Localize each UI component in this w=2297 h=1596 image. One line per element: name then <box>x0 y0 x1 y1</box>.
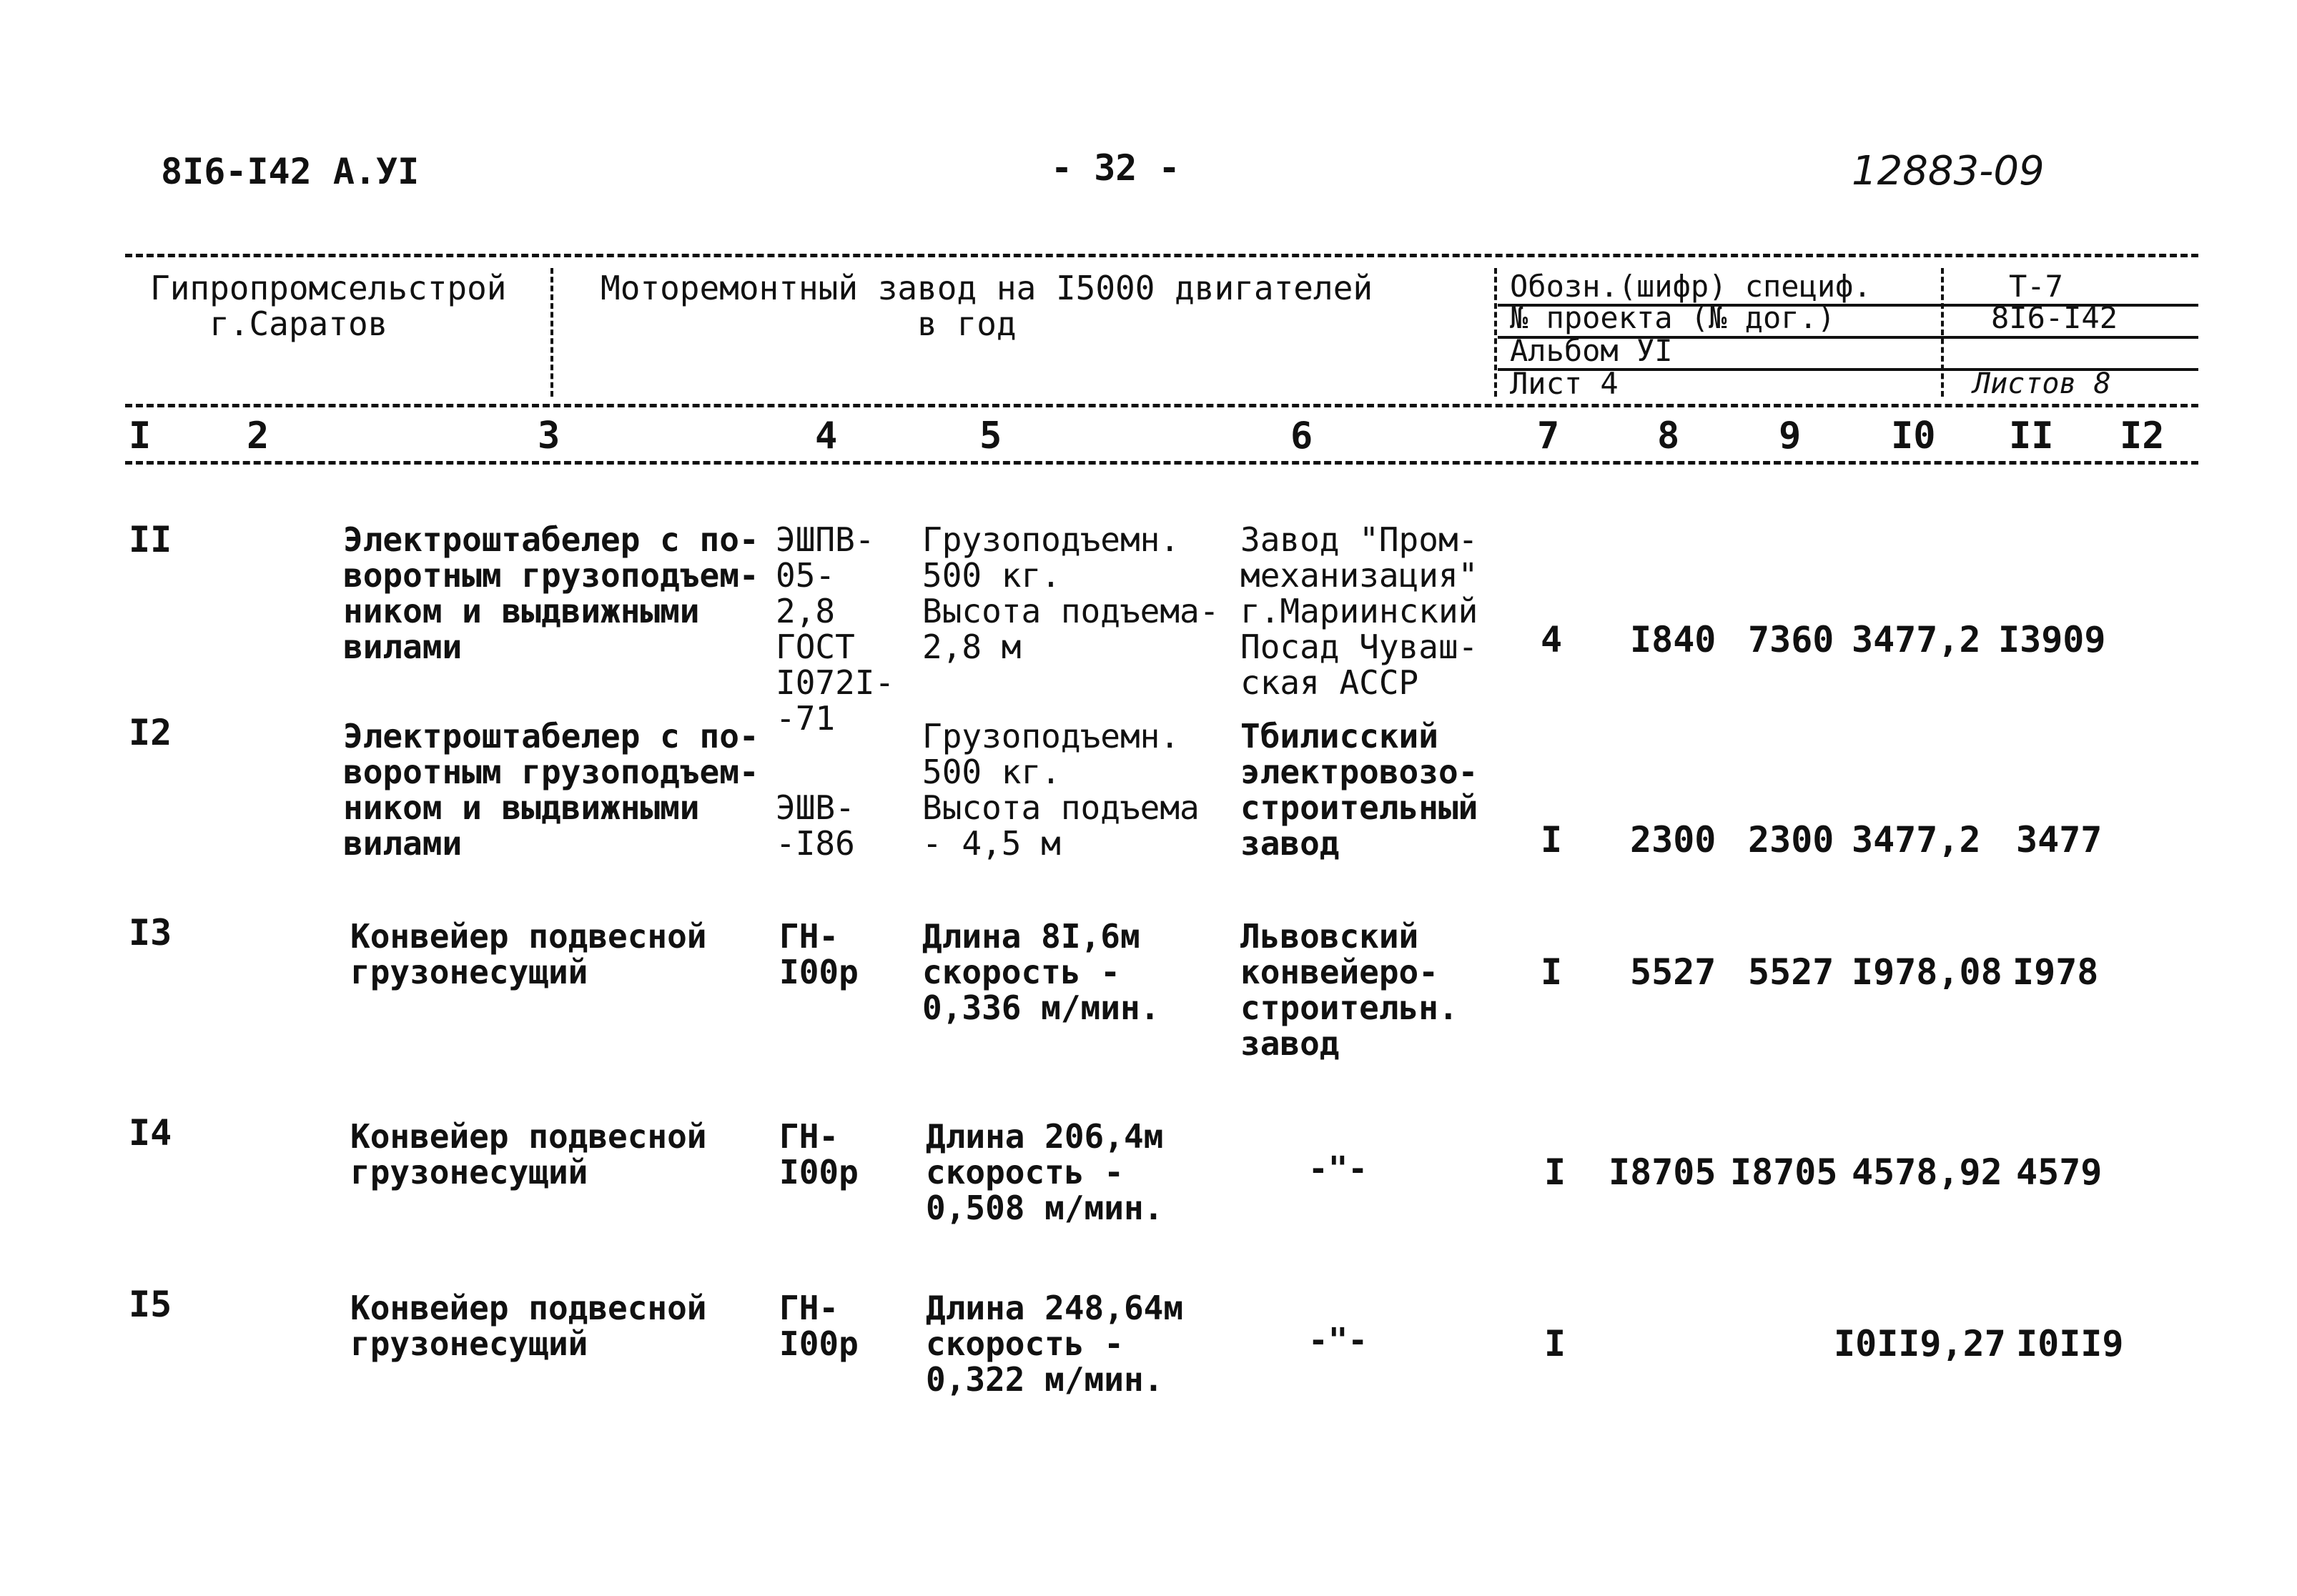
equipment-spec: Длина 206,4м скорость - 0,508 м/мин. <box>926 1117 1164 1227</box>
total-price: 7360 <box>1748 619 1834 660</box>
title-block-divider-3 <box>1941 268 1944 397</box>
column-number-4: 4 <box>815 415 838 457</box>
page-number: - 32 - <box>1051 147 1180 189</box>
equipment-spec: Длина 248,64м скорость - 0,322 м/мин. <box>926 1289 1184 1399</box>
total-price: 5527 <box>1748 951 1834 993</box>
manufacturer: -"- <box>1308 1149 1368 1188</box>
equipment-name: Конвейер подвесной грузонесущий <box>350 1117 707 1191</box>
column-number-10: I0 <box>1891 415 1936 457</box>
unit-price: 5527 <box>1630 951 1716 993</box>
column-number-8: 8 <box>1657 415 1680 457</box>
total-price: I8705 <box>1730 1151 1838 1193</box>
spec-label: Обозн.(шифр) специф. <box>1510 269 1872 304</box>
unit-price: I840 <box>1630 619 1716 660</box>
column-11-value: I0II9,27 <box>1834 1323 2006 1364</box>
column-12-value: 4579 <box>2016 1151 2103 1193</box>
total-price: 2300 <box>1748 819 1834 861</box>
column-12-value: I978 <box>2012 951 2099 993</box>
spec-code: Т-7 <box>2009 269 2063 304</box>
equipment-name: Электроштабелер с по- воротным грузоподъем- ником и выдвижными вилами <box>343 717 759 863</box>
column-number-3: 3 <box>538 415 560 457</box>
project-number-label: № проекта (№ дог.) <box>1510 300 1836 335</box>
equipment-spec: Грузоподъемн. 500 кг. Высота подъема- 2,8 м <box>922 520 1220 666</box>
row-number: I5 <box>129 1284 172 1325</box>
equipment-type: ГН- I00р <box>779 1117 859 1191</box>
equipment-spec: Грузоподъемн. 500 кг. Высота подъема - 4,5 м <box>922 717 1200 863</box>
column-number-11: II <box>2009 415 2054 457</box>
unit-price: I8705 <box>1609 1151 1716 1193</box>
quantity: 4 <box>1541 619 1563 660</box>
title-block-divider-1 <box>550 268 553 397</box>
quantity: I <box>1544 1323 1566 1364</box>
sheets-total: Листов 8 <box>1973 367 2111 400</box>
row-number: I4 <box>129 1112 172 1154</box>
column-12-value: 3477 <box>2016 819 2103 861</box>
equipment-type: ЭШПВ- 05- 2,8 ГОСТ I072I- -71 <box>776 520 895 738</box>
row-number: II <box>129 519 172 560</box>
column-number-12: I2 <box>2120 415 2165 457</box>
organization: Гипропромсельстрой г.Саратов <box>150 269 507 343</box>
sheet-label: Лист 4 <box>1510 366 1619 401</box>
album-label: Альбом УI <box>1510 333 1673 368</box>
row-number: I3 <box>129 912 172 953</box>
title-block-top-rule <box>125 254 2198 257</box>
column-11-value: 3477,2 <box>1852 619 1981 660</box>
quantity: I <box>1544 1151 1566 1193</box>
equipment-type: ГН- I00р <box>779 917 859 991</box>
project-title: Моторемонтный завод на I5000 двигателей в год <box>601 269 1373 343</box>
project-code: 8I6-I42 <box>1991 300 2118 335</box>
column-11-value: I978,08 <box>1852 951 2002 993</box>
column-11-value: 3477,2 <box>1852 819 1981 861</box>
quantity: I <box>1541 819 1563 861</box>
equipment-spec: Длина 8I,6м скорость - 0,336 м/мин. <box>922 917 1160 1027</box>
manufacturer: Завод "Пром- механизация" г.Мариинский Посад Чуваш- ская АССР <box>1240 520 1478 702</box>
document-code: 8I6-I42 А.УI <box>161 151 420 192</box>
column-number-7: 7 <box>1537 415 1560 457</box>
title-block-divider-2 <box>1494 268 1497 397</box>
manufacturer: Тбилисский электровозо- строительный завод <box>1240 717 1478 863</box>
column-12-value: I3909 <box>1998 619 2106 660</box>
column-number-1: I <box>129 415 152 457</box>
equipment-name: Конвейер подвесной грузонесущий <box>350 917 707 991</box>
row-number: I2 <box>129 712 172 753</box>
equipment-type: ГН- I00р <box>779 1289 859 1363</box>
quantity: I <box>1541 951 1563 993</box>
manufacturer: -"- <box>1308 1321 1368 1359</box>
equipment-type: ЭШВ- -I86 <box>776 788 855 863</box>
column-number-5: 5 <box>979 415 1002 457</box>
archive-number: 12883-09 <box>1852 148 2045 194</box>
equipment-name: Конвейер подвесной грузонесущий <box>350 1289 707 1363</box>
column-number-6: 6 <box>1290 415 1313 457</box>
column-number-9: 9 <box>1779 415 1802 457</box>
unit-price: 2300 <box>1630 819 1716 861</box>
column-number-rule <box>125 461 2198 465</box>
equipment-name: Электроштабелер с по- воротным грузоподъем- ником и выдвижными вилами <box>343 520 759 666</box>
title-block-bottom-rule <box>125 404 2198 407</box>
manufacturer: Львовский конвейеро- строительн. завод <box>1240 917 1458 1063</box>
column-12-value: I0II9 <box>2016 1323 2124 1364</box>
column-number-2: 2 <box>247 415 270 457</box>
column-11-value: 4578,92 <box>1852 1151 2002 1193</box>
